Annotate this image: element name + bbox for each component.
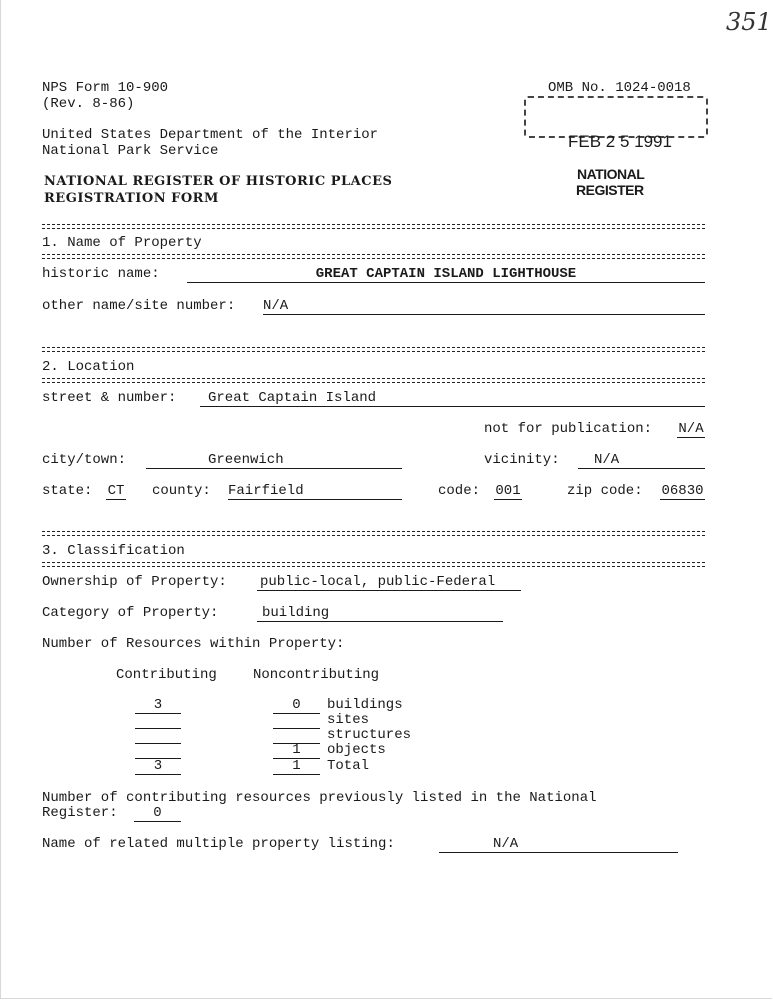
form-revision: (Rev. 8-86) (42, 96, 135, 112)
form-number: NPS Form 10-900 (42, 80, 169, 96)
street-label: street & number: (42, 390, 177, 406)
not-for-publication-field: N/A (678, 421, 704, 437)
historic-name-field: GREAT CAPTAIN ISLAND LIGHTHOUSE (187, 267, 705, 283)
code-label: code: (438, 483, 481, 499)
historic-name-label: historic name: (42, 266, 160, 282)
section1-heading: 1. Name of Property (42, 235, 202, 251)
section-divider (42, 254, 705, 259)
resource-type-sites: sites (327, 712, 370, 728)
contributing-buildings: 3 (135, 698, 181, 714)
vicinity-field: N/A (578, 453, 705, 469)
section-divider (42, 347, 705, 352)
noncontributing-total: 1 (273, 759, 320, 775)
service-name: National Park Service (42, 143, 219, 159)
zip-field: 06830 (661, 483, 704, 499)
section3-heading: 3. Classification (42, 543, 185, 559)
vicinity-label: vicinity: (484, 452, 560, 468)
form-title-line2: REGISTRATION FORM (44, 191, 219, 206)
category-label: Category of Property: (42, 605, 219, 621)
department-name: United States Department of the Interior (42, 127, 379, 143)
previously-listed-field: 0 (134, 806, 181, 822)
section2-heading: 2. Location (42, 359, 135, 375)
resource-type-total: Total (327, 758, 370, 774)
omb-number: OMB No. 1024-0018 (548, 80, 691, 96)
zip-label: zip code: (567, 483, 643, 499)
section-divider (42, 378, 705, 383)
city-field: Greenwich (146, 453, 402, 469)
contributing-structures (135, 728, 181, 744)
noncontributing-buildings: 0 (273, 698, 320, 714)
stamp-date: FEB 2 5 1991 (568, 132, 672, 151)
state-field: CT (107, 483, 125, 499)
stamp-register: REGISTER (576, 182, 644, 198)
contributing-objects (135, 743, 181, 759)
other-name-label: other name/site number: (42, 298, 236, 314)
section-divider (42, 562, 705, 567)
form-title-line1: NATIONAL REGISTER OF HISTORIC PLACES (44, 174, 393, 189)
resource-type-objects: objects (327, 742, 386, 758)
county-label: county: (152, 483, 211, 499)
category-field: building (257, 606, 503, 622)
state-label: state: (42, 483, 93, 499)
other-name-field: N/A (263, 299, 705, 315)
resource-type-structures: structures (327, 727, 412, 743)
section-divider (42, 531, 705, 536)
multiple-listing-label: Name of related multiple property listing: (42, 836, 395, 852)
previously-listed-label: Number of contributing resources previously listed in the National (42, 790, 597, 806)
ownership-label: Ownership of Property: (42, 574, 227, 590)
multiple-listing-field: N/A (439, 837, 678, 853)
previously-listed-label-2: Register: (42, 805, 118, 821)
contributing-column-header: Contributing (116, 667, 217, 683)
stamp-national: NATIONAL (577, 166, 645, 182)
contributing-total: 3 (135, 759, 181, 775)
noncontributing-sites (273, 713, 320, 729)
handwritten-page-number: 351 (726, 8, 772, 36)
street-field: Great Captain Island (200, 391, 705, 407)
section-divider (42, 224, 705, 229)
resources-label: Number of Resources within Property: (42, 636, 345, 652)
ownership-field: public-local, public-Federal (257, 575, 521, 591)
noncontributing-objects: 1 (273, 743, 320, 759)
resource-type-buildings: buildings (327, 697, 403, 713)
code-field: 001 (495, 483, 521, 499)
contributing-sites (135, 713, 181, 729)
county-field: Fairfield (228, 484, 402, 500)
city-label: city/town: (42, 452, 127, 468)
not-for-publication-label: not for publication: (484, 421, 653, 437)
noncontributing-column-header: Noncontributing (253, 667, 380, 683)
